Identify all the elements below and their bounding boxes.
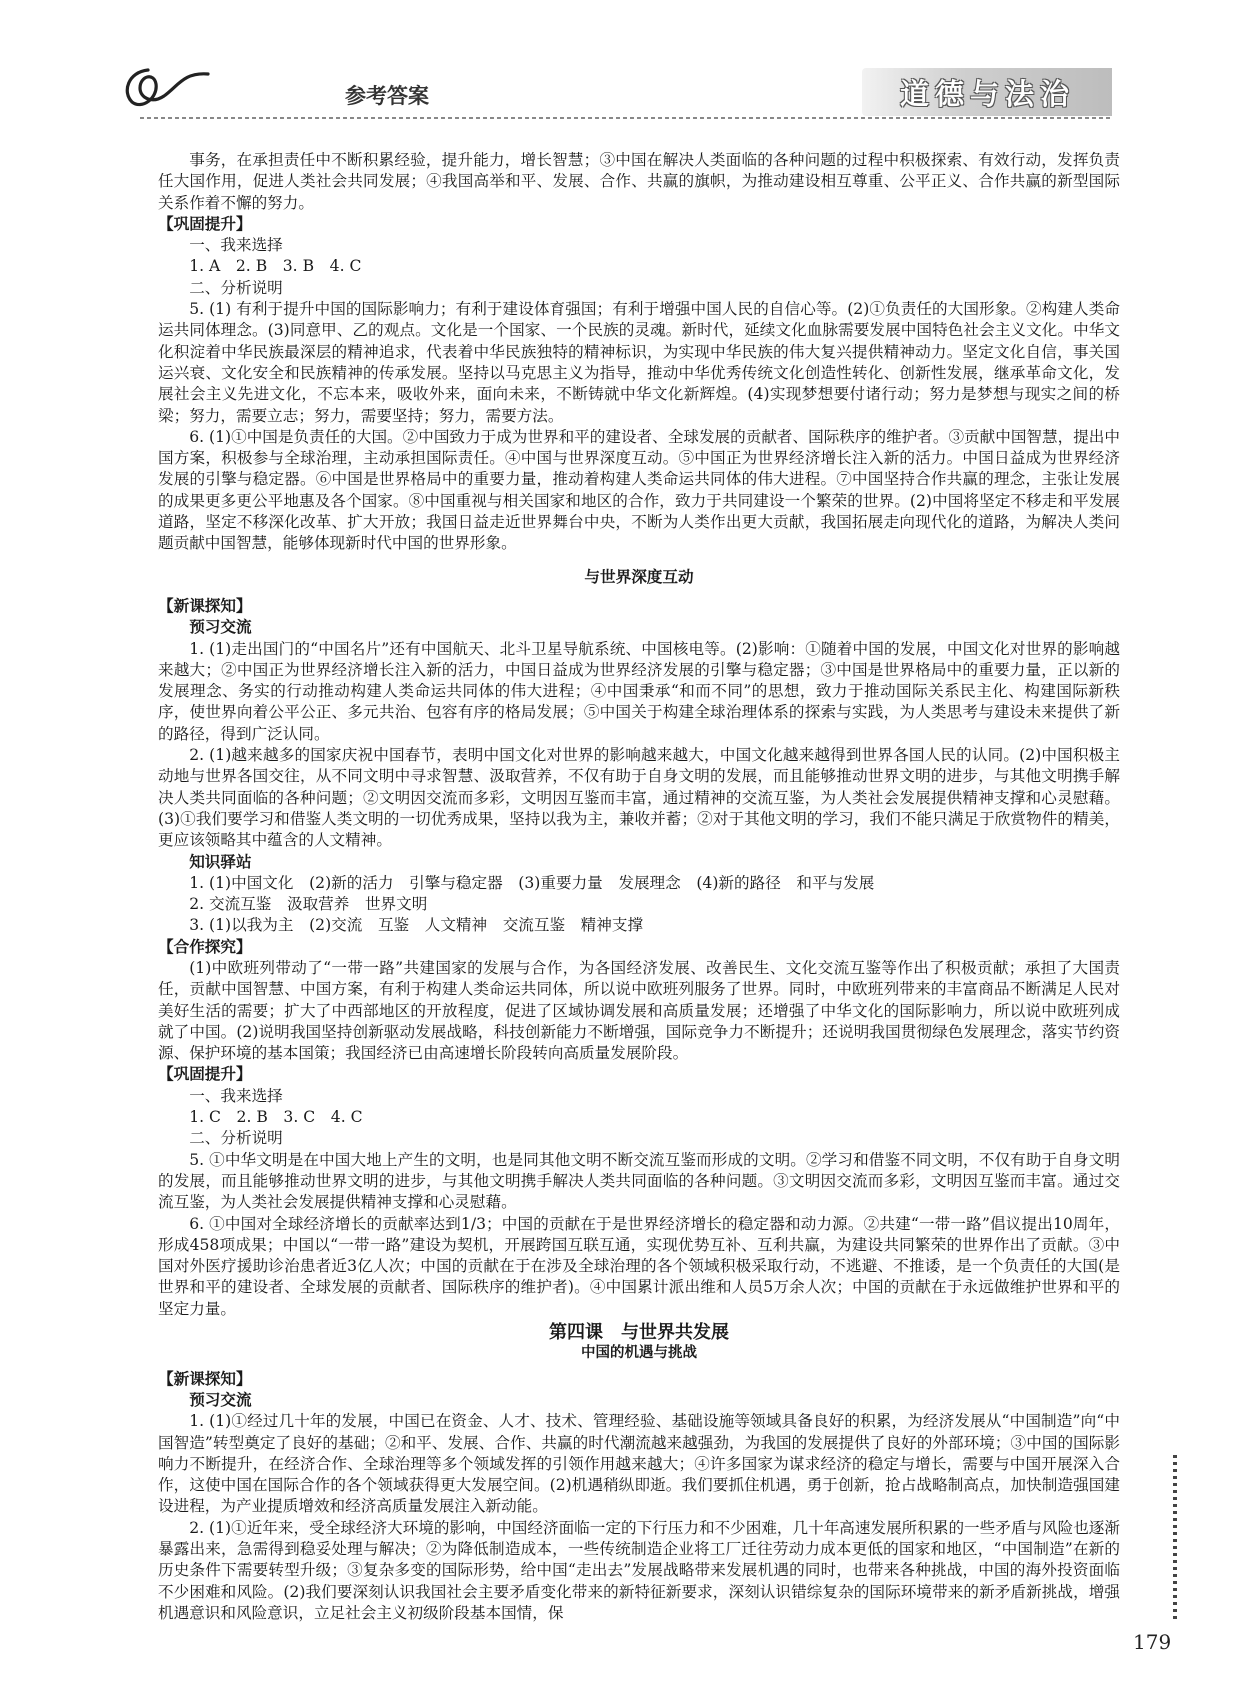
answer-line: 1. A 2. B 3. B 4. C xyxy=(189,257,362,276)
page-number: 179 xyxy=(1133,1630,1172,1654)
answer-line: 1. (1)中国文化 (2)新的活力 引擎与稳定器 (3)重要力量 发展理念 (4)新的路径 和平与发展 xyxy=(189,873,875,892)
answer-paragraph: 5. (1) 有利于提升中国的国际影响力；有利于建设体育强国；有利于增强中国人民的自信心等。(2)①负责任的大国形象。②构建人类命运共同体理念。(3)同意甲、乙的观点。文化是一个国家、一个民族的灵魂。新时代，延续文化血脉需要发展中国特色社会主义文化。中华文化积淀着中华民族最深层的精神追求，代表着中华民族独特的精神标识，为实现中华民族的伟大复兴提供精神动力。坚定文化自信，事关国运兴衰、文化安全和民族精神的传承发展。坚持以马克思主义为指导，推动中华优秀传统文化创造性转化、创新性发展，继承革命文化，发展社会主义先进文化，不忘本来，吸收外来，面向未来，不断铸就中华文化新辉煌。(4)实现梦想要付诸行动；努力是梦想与现实之间的桥梁；努力，需要立志；努力，需要坚持；努力，需要方法。 xyxy=(158,300,1120,425)
answer-line: 一、我来选择 xyxy=(189,236,283,255)
subsection-heading: 预习交流 xyxy=(189,1390,252,1409)
answer-line: 1. C 2. B 3. C 4. C xyxy=(189,1108,363,1127)
answer-line: 2. 交流互鉴 汲取营养 世界文明 xyxy=(189,895,428,914)
answer-paragraph: 5. ①中华文明是在中国大地上产生的文明，也是同其他文明不断交流互鉴而形成的文明。②学习和借鉴不同文明，不仅有助于自身文明的发展，而且能够推动世界文明的进步，与其他文明携手解决人类共同面临的各种问题。③文明因交流而多彩，文明因互鉴而丰富。通过交流互鉴，为人类社会发展提供精神支撑和心灵慰藉。 xyxy=(158,1150,1120,1212)
section-heading: 【新课探知】 xyxy=(158,1369,252,1388)
page-header xyxy=(0,0,1250,125)
topic-title: 与世界深度互动 xyxy=(584,567,694,586)
answer-line: 一、我来选择 xyxy=(189,1086,283,1105)
answer-paragraph: 1. (1)①经过几十年的发展，中国已在资金、人才、技术、管理经验、基础设施等领域具备良好的积累，为经济发展从“中国制造”向“中国智造”转型奠定了良好的基础；②和平、发展、合作、共赢的时代潮流越来越强劲，为我国的发展提供了良好的外部环境；③中国的国际影响力不断提升，在经济合作、全球治理等多个领域发挥的引领作用越来越大；④许多国家为谋求经济的稳定与增长，需要与中国开展深入合作，这使中国在国际合作的各个领域获得更大发展空间。(2)机遇稍纵即逝。我们要抓住机遇，勇于创新，抢占战略制高点，加快制造强国建设进程，为产业提质增效和经济高质量发展注入新动能。 xyxy=(158,1412,1120,1516)
subsection-heading: 预习交流 xyxy=(189,618,252,637)
section-heading: 【巩固提升】 xyxy=(158,1065,252,1084)
answer-paragraph: 1. (1)走出国门的“中国名片”还有中国航天、北斗卫星导航系统、中国核电等。(2)影响：①随着中国的发展，中国文化对世界的影响越来越大；②中国正为世界经济增长注入新的活力，中国日益成为世界经济发展的引擎与稳定器；③中国是世界格局中的重要力量，正以新的发展理念、务实的行动推动构建人类命运共同体的伟大进程；④中国秉承“和而不同”的思想，致力于推动国际关系民主化、构建国际新秩序，使世界向着公平公正、多元共治、包容有序的格局发展；⑤中国关于构建全球治理体系的探索与实践，为人类思考与建设未来提供了新的路径，得到广泛认同。 xyxy=(158,639,1120,743)
answer-line: 二、分析说明 xyxy=(189,1129,283,1148)
answer-line: 3. (1)以我为主 (2)交流 互鉴 人文精神 交流互鉴 精神支撑 xyxy=(189,916,644,935)
subsection-heading: 知识驿站 xyxy=(189,852,252,871)
answer-paragraph: 事务，在承担责任中不断积累经验，提升能力，增长智慧；③中国在解决人类面临的各种问题的过程中积极探索、有效行动，发挥负责任大国作用，促进人类社会共同发展；④我国高举和平、发展、合作、共赢的旗帜，为推动建设相互尊重、公平正义、合作共赢的新型国际关系作着不懈的努力。 xyxy=(158,151,1120,212)
answer-paragraph: 6. (1)①中国是负责任的大国。②中国致力于成为世界和平的建设者、全球发展的贡献者、国际秩序的维护者。③贡献中国智慧，提出中国方案，积极参与全球治理，主动承担国际责任。④中国与世界深度互动。⑤中国正为世界经济增长注入新的活力。中国日益成为世界经济发展的引擎与稳定器。⑥中国是世界格局中的重要力量，推动着构建人类命运共同体的伟大进程。⑦中国坚持合作共赢的理念，主张让发展的成果更多更公平地惠及各个国家。⑧中国重视与相关国家和地区的合作，致力于共同建设一个繁荣的世界。(2)中国将坚定不移走和平发展道路，坚定不移深化改革、扩大开放；我国日益走近世界舞台中央，不断为人类作出更大贡献，我国拓展走向现代化的道路，为解决人类问题贡献中国智慧，能够体现新时代中国的世界形象。 xyxy=(158,427,1120,553)
header-divider xyxy=(140,117,1110,119)
section-heading: 【巩固提升】 xyxy=(158,214,252,233)
answer-line: 二、分析说明 xyxy=(189,278,283,297)
page-label: 参考答案 xyxy=(345,84,429,108)
logo-swirl-icon xyxy=(118,62,210,110)
dotted-margin-divider xyxy=(1173,1455,1177,1620)
lesson-title: 第四课 与世界共发展 xyxy=(549,1322,729,1344)
answer-paragraph: 2. (1)①近年来，受全球经济大环境的影响，中国经济面临一定的下行压力和不少困难，几十年高速发展所积累的一些矛盾与风险也逐渐暴露出来，急需得到稳妥处理与解决；②为降低制造成本，一些传统制造企业将工厂迁往劳动力成本更低的国家和地区，“中国制造”在新的历史条件下需要转型升级；③复杂多变的国际形势，给中国“走出去”发展战略带来发展机遇的同时，也带来各种挑战，中国的海外投资面临不少困难和风险。(2)我们要深刻认识我国社会主要矛盾变化带来的新特征新要求，深刻认识错综复杂的国际环境带来的新矛盾新挑战，增强机遇意识和风险意识，立足社会主义初级阶段基本国情，保 xyxy=(158,1518,1120,1622)
subject-title: 道德与法治 xyxy=(900,77,1076,111)
answer-content xyxy=(158,150,1120,1624)
answer-paragraph: (1)中欧班列带动了“一带一路”共建国家的发展与合作，为各国经济发展、改善民生、文化交流互鉴等作出了积极贡献；承担了大国责任，贡献中国智慧、中国方案，有利于构建人类命运共同体，所以说中欧班列服务了世界。同时，中欧班列带来的丰富商品不断满足人民对美好生活的需要；扩大了中西部地区的开放程度，促进了区域协调发展和高质量发展；还增强了中华文化的国际影响力，所以说中欧班列成就了中国。(2)说明我国坚持创新驱动发展战略，科技创新能力不断增强，国际竞争力不断提升；还说明我国贯彻绿色发展理念，落实节约资源、保护环境的基本国策；我国经济已由高速增长阶段转向高质量发展阶段。 xyxy=(158,958,1120,1063)
answer-paragraph: 6. ①中国对全球经济增长的贡献率达到1/3；中国的贡献在于是世界经济增长的稳定器和动力源。②共建“一带一路”倡议提出10周年，形成458项成果；中国以“一带一路”建设为契机，开展跨国互联互通，实现优势互补、互利共赢，为建设共同繁荣的世界作出了贡献。③中国对外医疗援助诊治患者近3亿人次；中国的贡献在于在涉及全球治理的各个领域积极采取行动，不逃避、不推诿，是一个负责任的大国(是世界和平的建设者、全球发展的贡献者、国际秩序的维护者)。④中国累计派出维和人员5万余人次；中国的贡献在于永远做维护世界和平的坚定力量。 xyxy=(158,1214,1120,1318)
topic-subtitle: 中国的机遇与挑战 xyxy=(581,1345,697,1362)
answer-paragraph: 2. (1)越来越多的国家庆祝中国春节，表明中国文化对世界的影响越来越大，中国文化越来越得到世界各国人民的认同。(2)中国积极主动地与世界各国交往，从不同文明中寻求智慧、汲取营养，不仅有助于自身文明的发展，而且能够推动世界文明的进步，与其他文明携手解决人类共同面临的各种问题；②文明因交流而多彩，文明因互鉴而丰富，通过精神的交流互鉴，为人类社会发展提供精神支撑和心灵慰藉。(3)①我们要学习和借鉴人类文明的一切优秀成果，坚持以我为主，兼收并蓄；②对于其他文明的学习，我们不能只满足于欣赏物件的精美，更应该领略其中蕴含的人文精神。 xyxy=(158,746,1120,850)
section-heading: 【合作探究】 xyxy=(158,937,252,956)
section-heading: 【新课探知】 xyxy=(158,596,252,615)
